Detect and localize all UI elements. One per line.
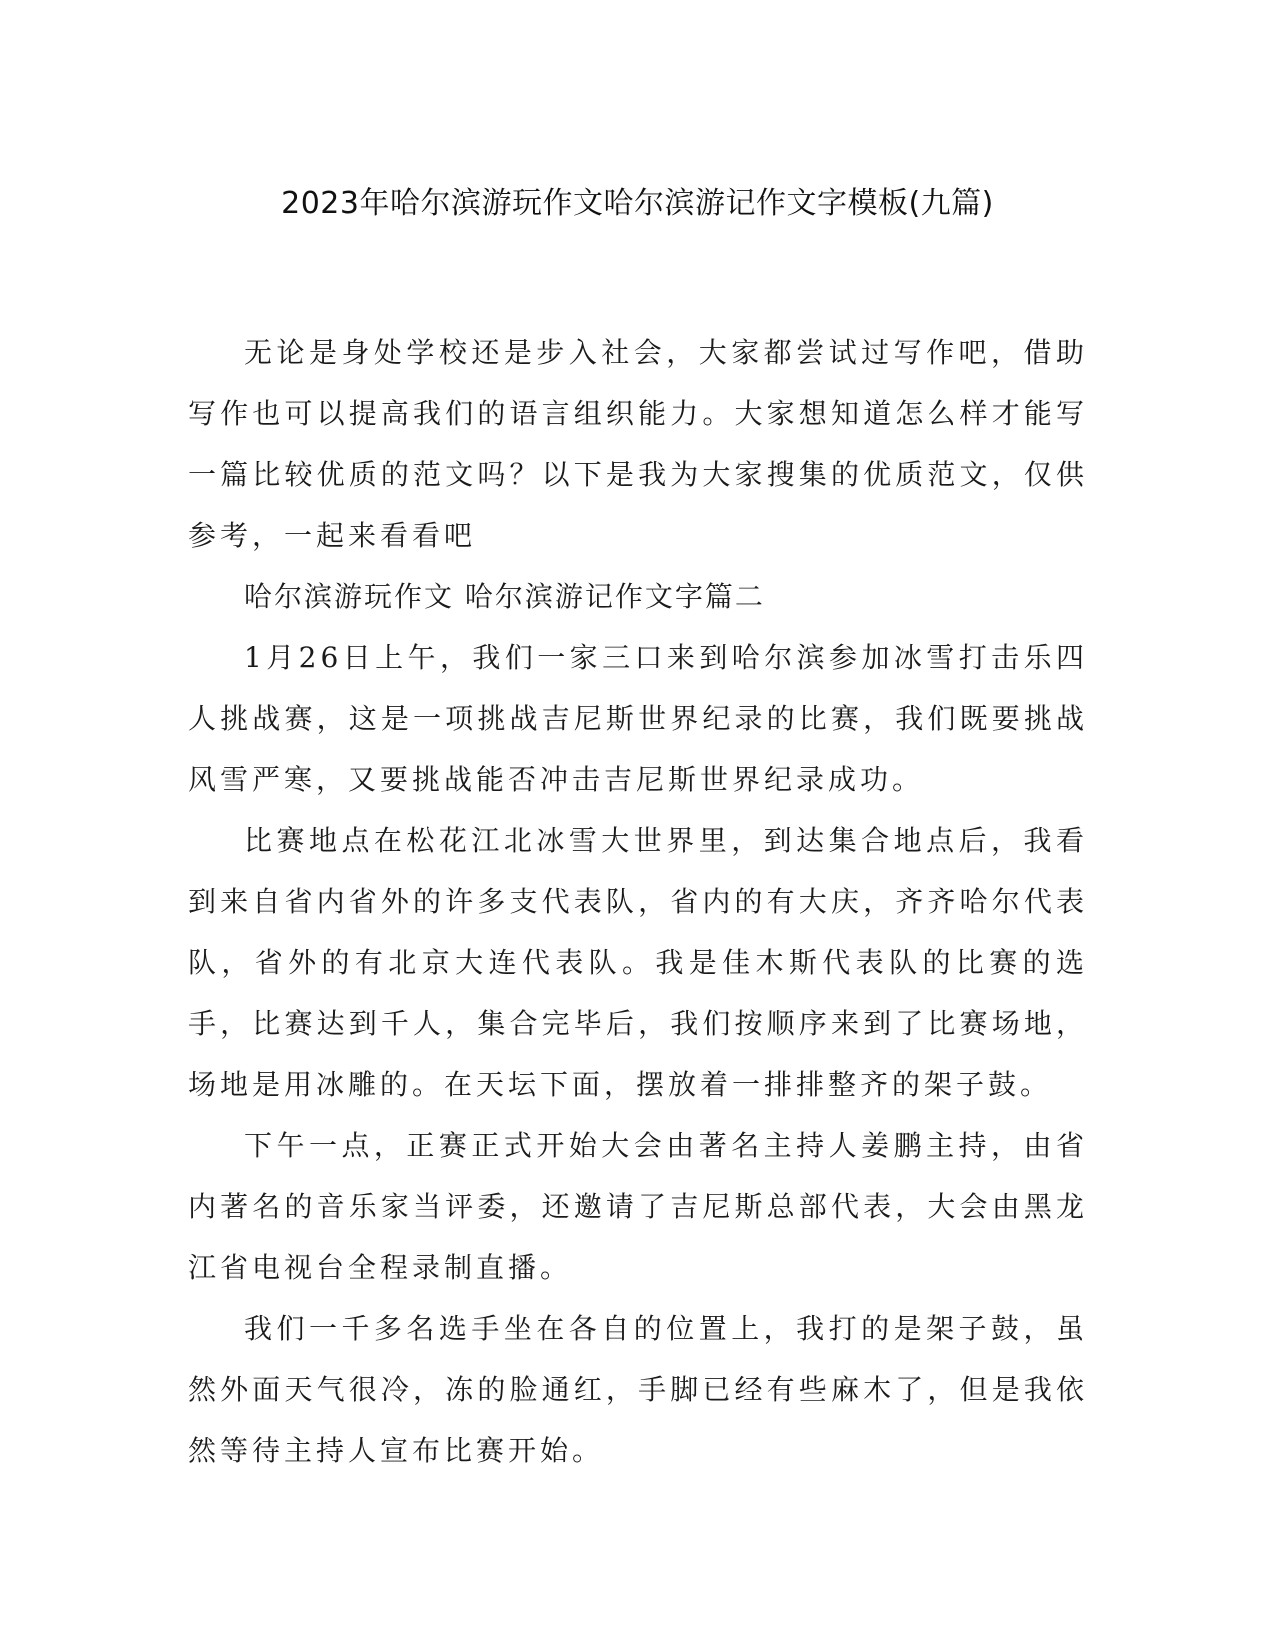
body-paragraph: 1月26日上午，我们一家三口来到哈尔滨参加冰雪打击乐四人挑战赛，这是一项挑战吉尼斯世界纪录的比赛，我们既要挑战风雪严寒，又要挑战能否冲击吉尼斯世界纪录成功。: [188, 641, 1088, 796]
body-paragraph: 我们一千多名选手坐在各自的位置上，我打的是架子鼓，虽然外面天气很冷，冻的脸通红，手脚已经有些麻木了，但是我依然等待主持人宣布比赛开始。: [188, 1312, 1088, 1467]
body-paragraph: 比赛地点在松花江北冰雪大世界里，到达集合地点后，我看到来自省内省外的许多支代表队，省内的有大庆，齐齐哈尔代表队，省外的有北京大连代表队。我是佳木斯代表队的比赛的选手，比赛达到千人，集合完毕后，我们按顺序来到了比赛场地，场地是用冰雕的。在天坛下面，摆放着一排排整齐的架子鼓。: [188, 824, 1088, 1101]
document-body: [188, 322, 1088, 1481]
body-paragraph: 下午一点，正赛正式开始大会由著名主持人姜鹏主持，由省内著名的音乐家当评委，还邀请了吉尼斯总部代表，大会由黑龙江省电视台全程录制直播。: [188, 1129, 1088, 1284]
section-heading: 哈尔滨游玩作文 哈尔滨游记作文字篇二: [244, 580, 765, 613]
document-title: 2023年哈尔滨游玩作文哈尔滨游记作文字模板(九篇): [281, 186, 994, 221]
intro-paragraph: 无论是身处学校还是步入社会，大家都尝试过写作吧，借助写作也可以提高我们的语言组织能力。大家想知道怎么样才能写一篇比较优质的范文吗？以下是我为大家搜集的优质范文，仅供参考，一起来看看吧: [188, 336, 1088, 552]
